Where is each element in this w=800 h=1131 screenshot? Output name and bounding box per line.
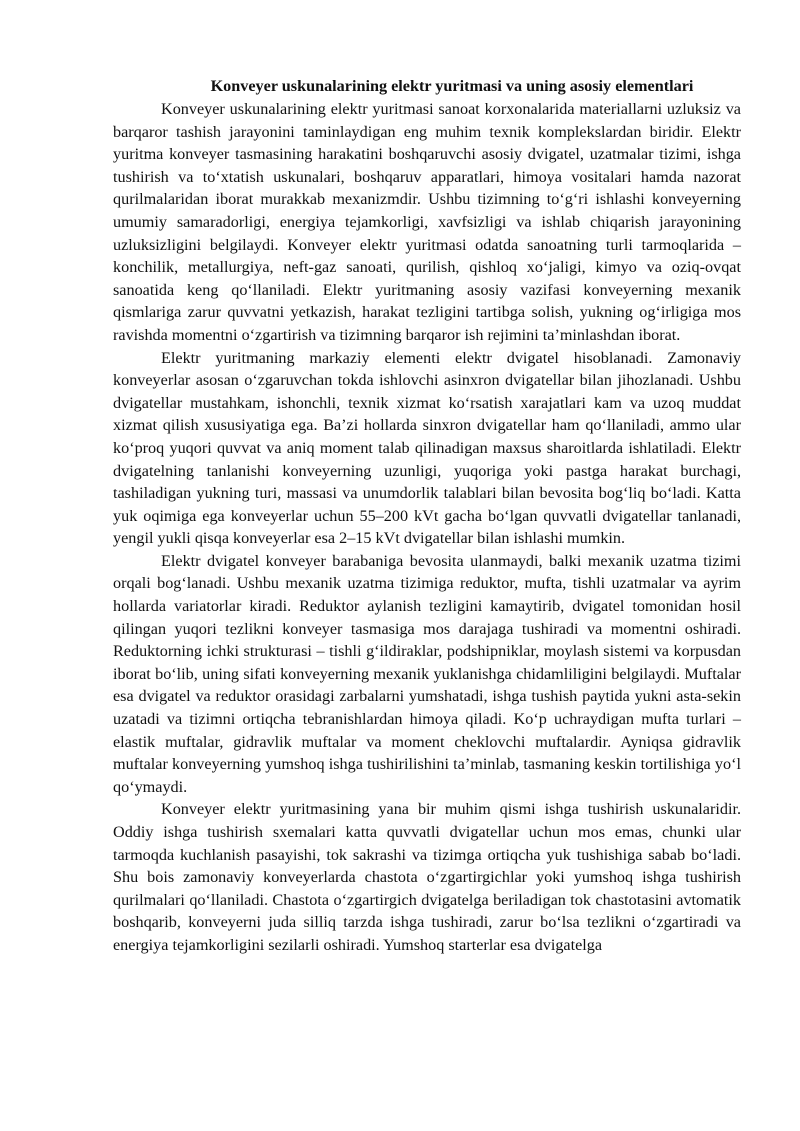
paragraph-3: Elektr dvigatel konveyer barabaniga bevosita ulanmaydi, balki mexanik uzatma tizimi orqali bog‘lanadi. Ushbu mexanik uzatma tizimiga reduktor, mufta, tishli uzatmalar va ayrim hollarda variatorlar kiradi. Reduktor aylanish tezligini kamaytirib, dvigatel tomonidan hosil qilingan yuqori tezlikni konveyer tasmasiga mos darajaga tushiradi va momentni oshiradi. Reduktorning ichki strukturasi – tishli g‘ildiraklar, podshipniklar, moylash sistemi va korpusdan iborat bo‘lib, uning sifati konveyerning mexanik yuklanishga chidamliligini belgilaydi. Muftalar esa dvigatel va reduktor orasidagi zarbalarni yumshatadi, ishga tushish paytida yukni asta-sekin uzatadi va tizimni ortiqcha tebranishlardan himoya qiladi. Ko‘p uchraydigan mufta turlari – elastik muftalar, gidravlik muftalar va moment cheklovchi muftalardir. Ayniqsa gidravlik muftalar konveyerning yumshoq ishga tushirilishini ta’minlab, tasmaning keskin tortilishiga yo‘l qo‘ymaydi. <box>113 551 741 796</box>
paragraph-4: Konveyer elektr yuritmasining yana bir muhim qismi ishga tushirish uskunalaridir. Oddiy ishga tushirish sxemalari katta quvvatli dvigatellar uchun mos emas, chunki ular tarmoqda kuchlanish pasayishi, tok sakrashi va tizimga ortiqcha yuk tushishiga sabab bo‘ladi. Shu bois zamonaviy konveyerlarda chastota o‘zgartirgichlar yoki yumshoq ishga tushirish qurilmalari qo‘llaniladi. Chastota o‘zgartirgich dvigatelga beriladigan tok chastotasini avtomatik boshqarib, konveyerni juda silliq tarzda ishga tushiradi, zarur bo‘lsa tezlikni o‘zgartiradi va energiya tejamkorligini sezilarli oshiradi. Yumshoq starterlar esa dvigatelga <box>113 800 741 954</box>
document-page <box>113 74 741 957</box>
paragraph-1: Konveyer uskunalarining elektr yuritmasi sanoat korxonalarida materiallarni uzluksiz va barqaror tashish jarayonini taminlaydigan eng muhim texnik komplekslardan biridir. Elektr yuritma konveyer tasmasining harakatini boshqaruvchi asosiy dvigatel, uzatmalar tizimi, ishga tushirish va to‘xtatish uskunalari, boshqaruv apparatlari, himoya vositalari hamda nazorat qurilmalaridan iborat murakkab mexanizmdir. Ushbu tizimning to‘g‘ri ishlashi konveyerning umumiy samaradorligi, energiya tejamkorligi, xavfsizligi va ishlab chiqarish jarayonining uzluksizligini belgilaydi. Konveyer elektr yuritmasi odatda sanoatning turli tarmoqlarida – konchilik, metallurgiya, neft-gaz sanoati, qurilish, qishloq xo‘jaligi, kimyo va oziq-ovqat sanoatida keng qo‘llaniladi. Elektr yuritmaning asosiy vazifasi konveyerning mexanik qismlariga zarur quvvatni yetkazish, harakat tezligini tartibga solish, yukning og‘irligiga mos ravishda momentni o‘zgartirish va tizimning barqaror ish rejimini ta’minlashdan iborat. <box>113 100 741 344</box>
document-title: Konveyer uskunalarining elektr yuritmasi va uning asosiy elementlari <box>210 77 694 95</box>
paragraph-2: Elektr yuritmaning markaziy elementi elektr dvigatel hisoblanadi. Zamonaviy konveyerlar asosan o‘zgaruvchan tokda ishlovchi asinxron dvigatellar bilan jihozlanadi. Ushbu dvigatellar mustahkam, ishonchli, texnik xizmat ko‘rsatish xarajatlari kam va uzoq muddat xizmat qilish xususiyatiga ega. Ba’zi hollarda sinxron dvigatellar ham qo‘llaniladi, ammo ular ko‘proq yuqori quvvat va aniq moment talab qilinadigan maxsus sharoitlarda ishlatiladi. Elektr dvigatelning tanlanishi konveyerning uzunligi, yuqoriga yoki pastga harakat burchagi, tashiladigan yukning turi, massasi va unumdorlik talablari bilan bevosita bog‘liq bo‘ladi. Katta yuk oqimiga ega konveyerlar uchun 55–200 kVt gacha bo‘lgan quvvatli dvigatellar tanlanadi, yengil yukli qisqa konveyerlar esa 2–15 kVt dvigatellar bilan ishlashi mumkin. <box>113 348 741 548</box>
